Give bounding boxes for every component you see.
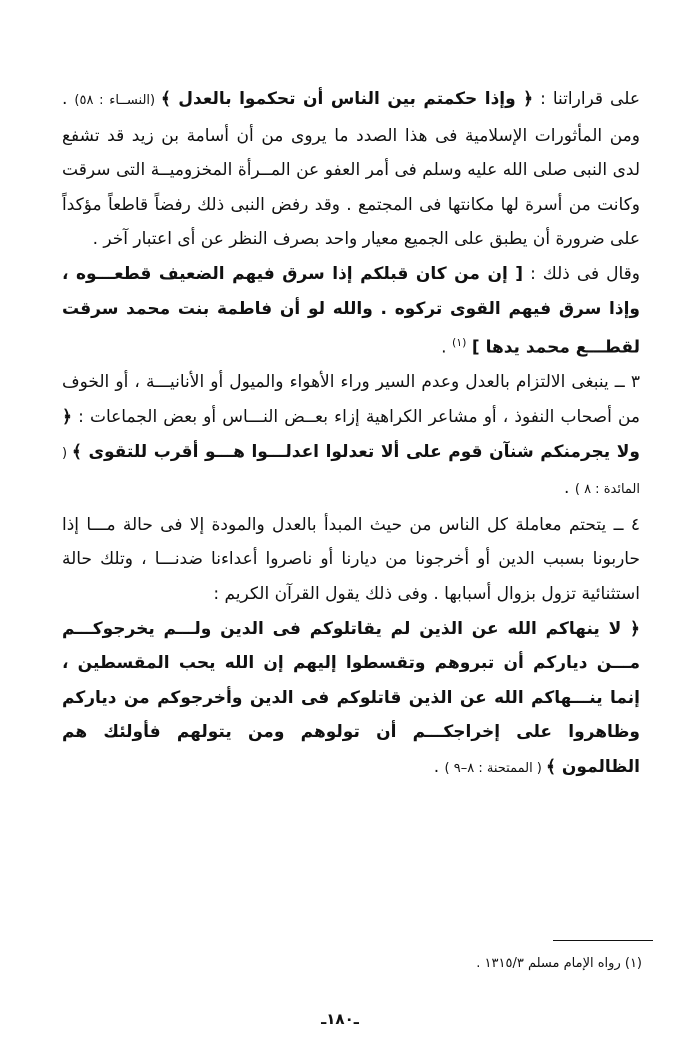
text-run: وقال فى ذلك : — [523, 263, 640, 284]
quoted-text: ﴿ ولا يجرمنكم شنآن قوم على ألا تعدلوا اعدلـــوا هـــو أقرب للتقوى ﴾ — [62, 407, 640, 462]
paragraph — [62, 508, 640, 612]
paragraph — [62, 612, 640, 787]
body-text — [62, 82, 640, 787]
quoted-text: ﴿ لا ينهاكم الله عن الذين لم يقاتلوكم فى الدين ولـــم يخرجوكـــم مـــن دياركم أن تبروهم وتقسطوا إليهم إن الله يحب المقسطين ، إنما ينـــهاكم الله عن الذين قاتلوكم فى الدين وأخرجوكم من دياركم وظاهروا على إخراجكـــم أن تولوهم ومن يتولهم فأولئك هم الظالمون ﴾ — [62, 618, 640, 777]
citation: ( المائدة : ٨ ) — [62, 445, 640, 498]
citation: ( الممتحنة : ٨–٩ ) — [444, 760, 547, 776]
paragraph — [62, 257, 640, 365]
footnote: (١) رواه الإمام مسلم ١٣١٥/٣ . — [476, 956, 642, 971]
footnote-separator — [553, 940, 653, 941]
paragraph — [62, 82, 640, 257]
page-number: ـ١٨٠ـ — [321, 1010, 359, 1028]
quoted-text: ﴿ وإذا حكمتم بين الناس أن تحكموا بالعدل ﴾ — [160, 89, 534, 109]
text-run: . — [441, 337, 452, 358]
text-run: على قراراتنا : — [533, 89, 640, 109]
text-run: ومن المأثورات الإسلامية فى هذا الصدد ما يروى من أن أسامة بن زيد قد تشفع لدى النبى صلى الله عليه وسلم فى أمر العفو عن المــرأة المخزوميــة التى سرقت وكانت من أسرة لها مكانتها فى المجتمع . وقد رفض النبى ذلك رفضاً قاطعاً مؤكداً على ضرورة أن يطبق على الجميع معيار واحد بصرف النظر عن أى اعتبار آخر . — [62, 125, 640, 250]
quoted-text: [ إن من كان قبلكم إذا سرق فيهم الضعيف قطعـــوه ، وإذا سرق فيهم القوى تركوه . والله لو أن فاطمة بنت محمد سرقت لقطـــع محمد يدها ] — [62, 263, 640, 358]
text-run: . — [564, 478, 575, 499]
text-run: . — [62, 89, 75, 109]
text-run: ٤ ــ يتحتم معاملة كل الناس من حيث المبدأ بالعدل والمودة إلا فى حالة مـــا إذا حاربونا بسبب الدين أو أخرجونا من ديارنا أو ناصروا أعداءنا ضدنـــا ، وتلك حالة استثنائية تزول بزوال أسبابها . وفى ذلك يقول القرآن الكريم : — [62, 514, 640, 604]
text-run: . — [433, 756, 445, 777]
footnote-marker: (١) — [451, 336, 467, 350]
text-run: ٣ ــ ينبغى الالتزام بالعدل وعدم السير وراء الأهواء والميول أو الأنانيـــة ، أو الخوف من أصحاب النفوذ ، أو مشاعر الكراهية إزاء بعــض النـــاس أو بعض الجماعات : — [62, 372, 640, 427]
citation: (النســاء : ٥٨) — [74, 93, 161, 108]
paragraph — [62, 365, 640, 507]
